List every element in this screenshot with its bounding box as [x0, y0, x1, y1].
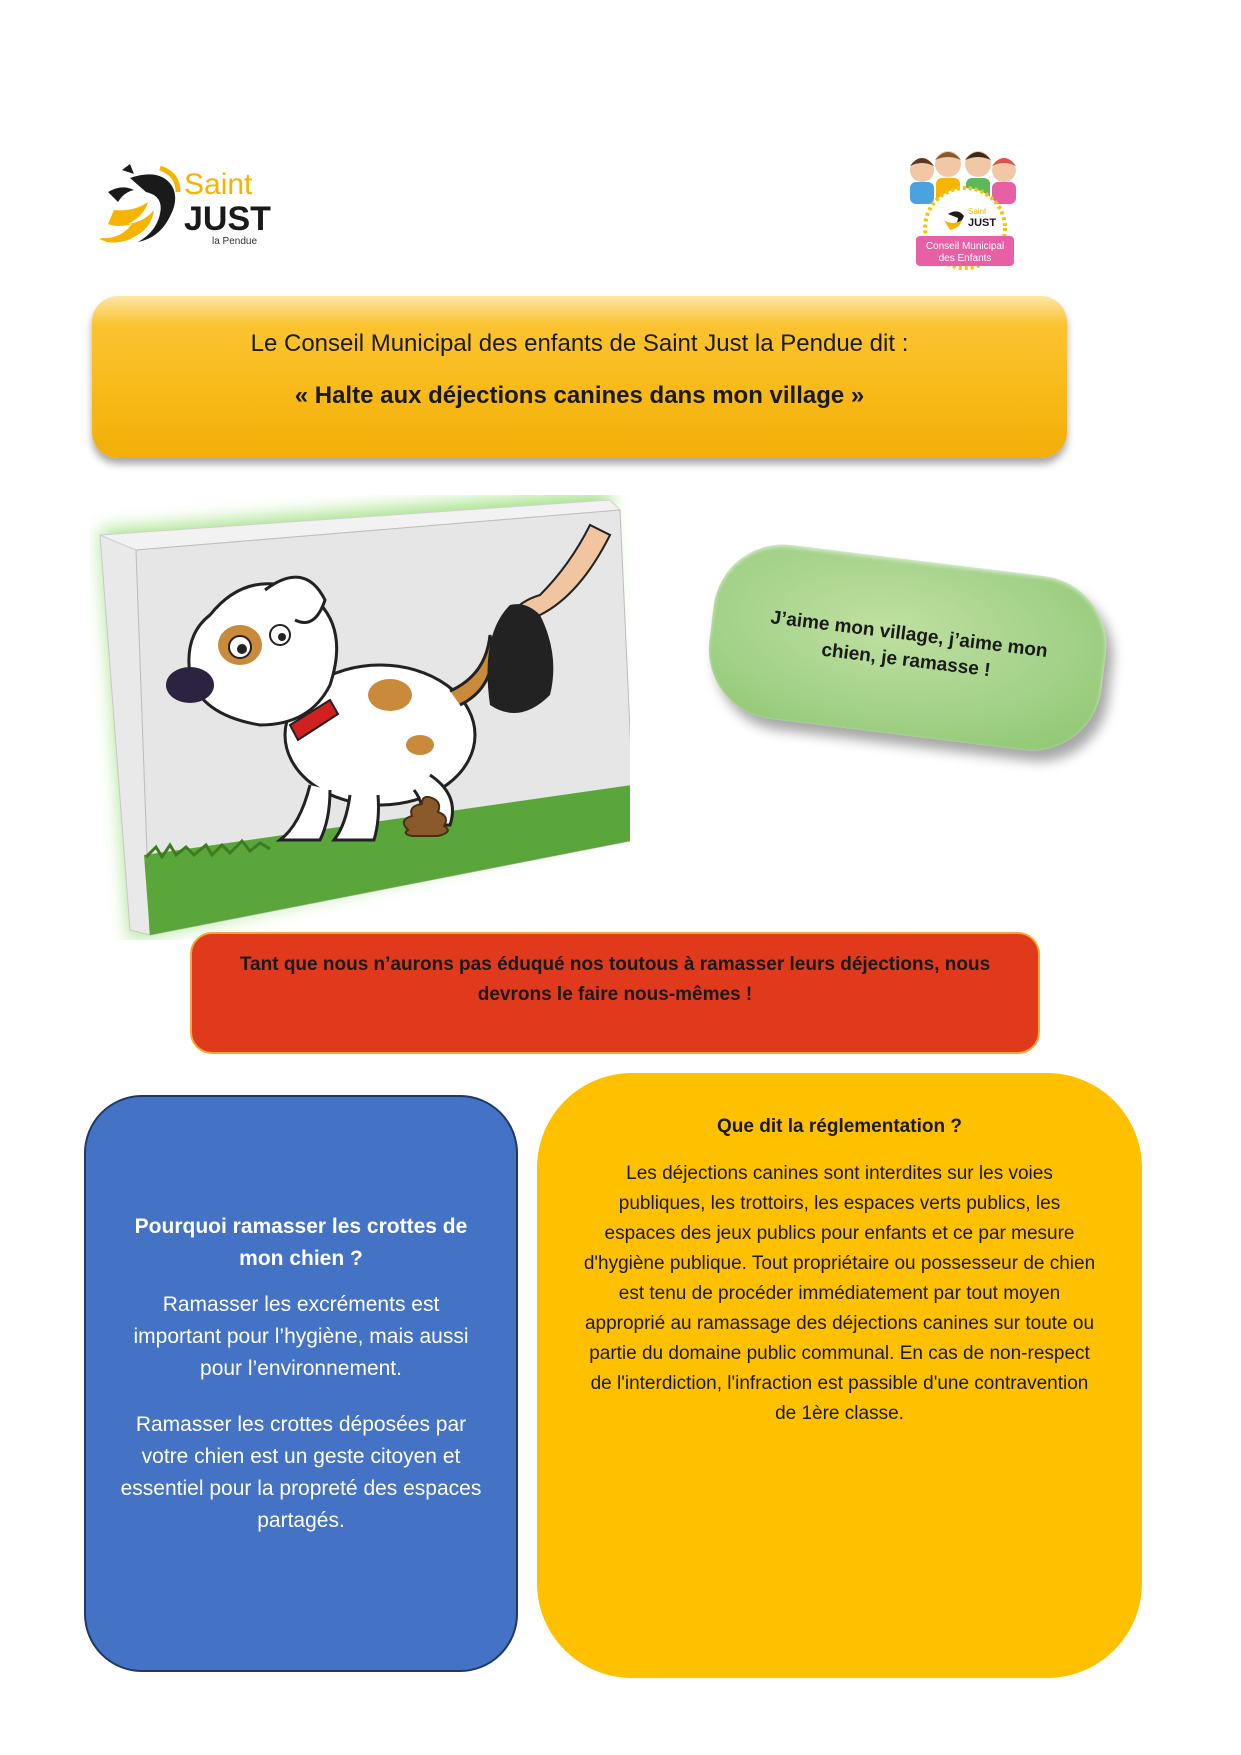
- cme-logo-line2: des Enfants: [938, 253, 992, 264]
- slogan-bubble: [701, 537, 1114, 759]
- cme-logo-saint: Saint: [968, 207, 987, 216]
- slogan-text: J’aime mon village, j’aime mon chien, je ramasse !: [769, 606, 1049, 681]
- header-intro: Le Conseil Municipal des enfants de Saint Just la Pendue dit :: [250, 330, 909, 357]
- regulation-body: Les déjections canines sont interdites sur les voies publiques, les trottoirs, les espaces verts publics, les espaces des jeux publics pour enfants et ce par mesure d'hygiène publique. Tout propriétaire ou possesseur de chien est tenu de procéder immédiatement par tout moyen approprié au ramassage des déjections canines sur toute ou partie du domaine public communal. En cas de non-respect de l'interdiction, l'infraction est passible d'une contravention de 1ère classe.: [583, 1163, 1096, 1424]
- alert-text: Tant que nous n’aurons pas éduqué nos toutous à ramasser leurs déjections, nous devrons le faire nous-mêmes !: [239, 954, 991, 1005]
- logo-subtitle: la Pendue: [212, 236, 258, 247]
- alert-banner: [190, 932, 1040, 1054]
- logo-word-saint: Saint: [184, 168, 253, 201]
- header-banner: [92, 296, 1067, 458]
- saint-just-logo-icon: [100, 160, 300, 260]
- regulation-box: [537, 1073, 1142, 1678]
- why-pick-up-paragraph-1: Ramasser les excréments est important pour l’hygiène, mais aussi pour l’environnement.: [133, 1293, 469, 1380]
- dog-pooping-cartoon-icon: [90, 495, 630, 940]
- why-pick-up-box: [84, 1095, 518, 1672]
- cme-logo-line1: Conseil Municipal: [925, 241, 1005, 252]
- cme-logo-just: JUST: [968, 217, 997, 229]
- header-slogan: « Halte aux déjections canines dans mon village »: [294, 382, 865, 409]
- regulation-title: Que dit la réglementation ?: [717, 1116, 962, 1137]
- children-council-logo-icon: [900, 148, 1030, 278]
- why-pick-up-title: Pourquoi ramasser les crottes de mon chien ?: [134, 1215, 468, 1270]
- logo-word-just: JUST: [184, 200, 271, 238]
- why-pick-up-paragraph-2: Ramasser les crottes déposées par votre chien est un geste citoyen et essentiel pour la propreté des espaces partagés.: [120, 1413, 482, 1532]
